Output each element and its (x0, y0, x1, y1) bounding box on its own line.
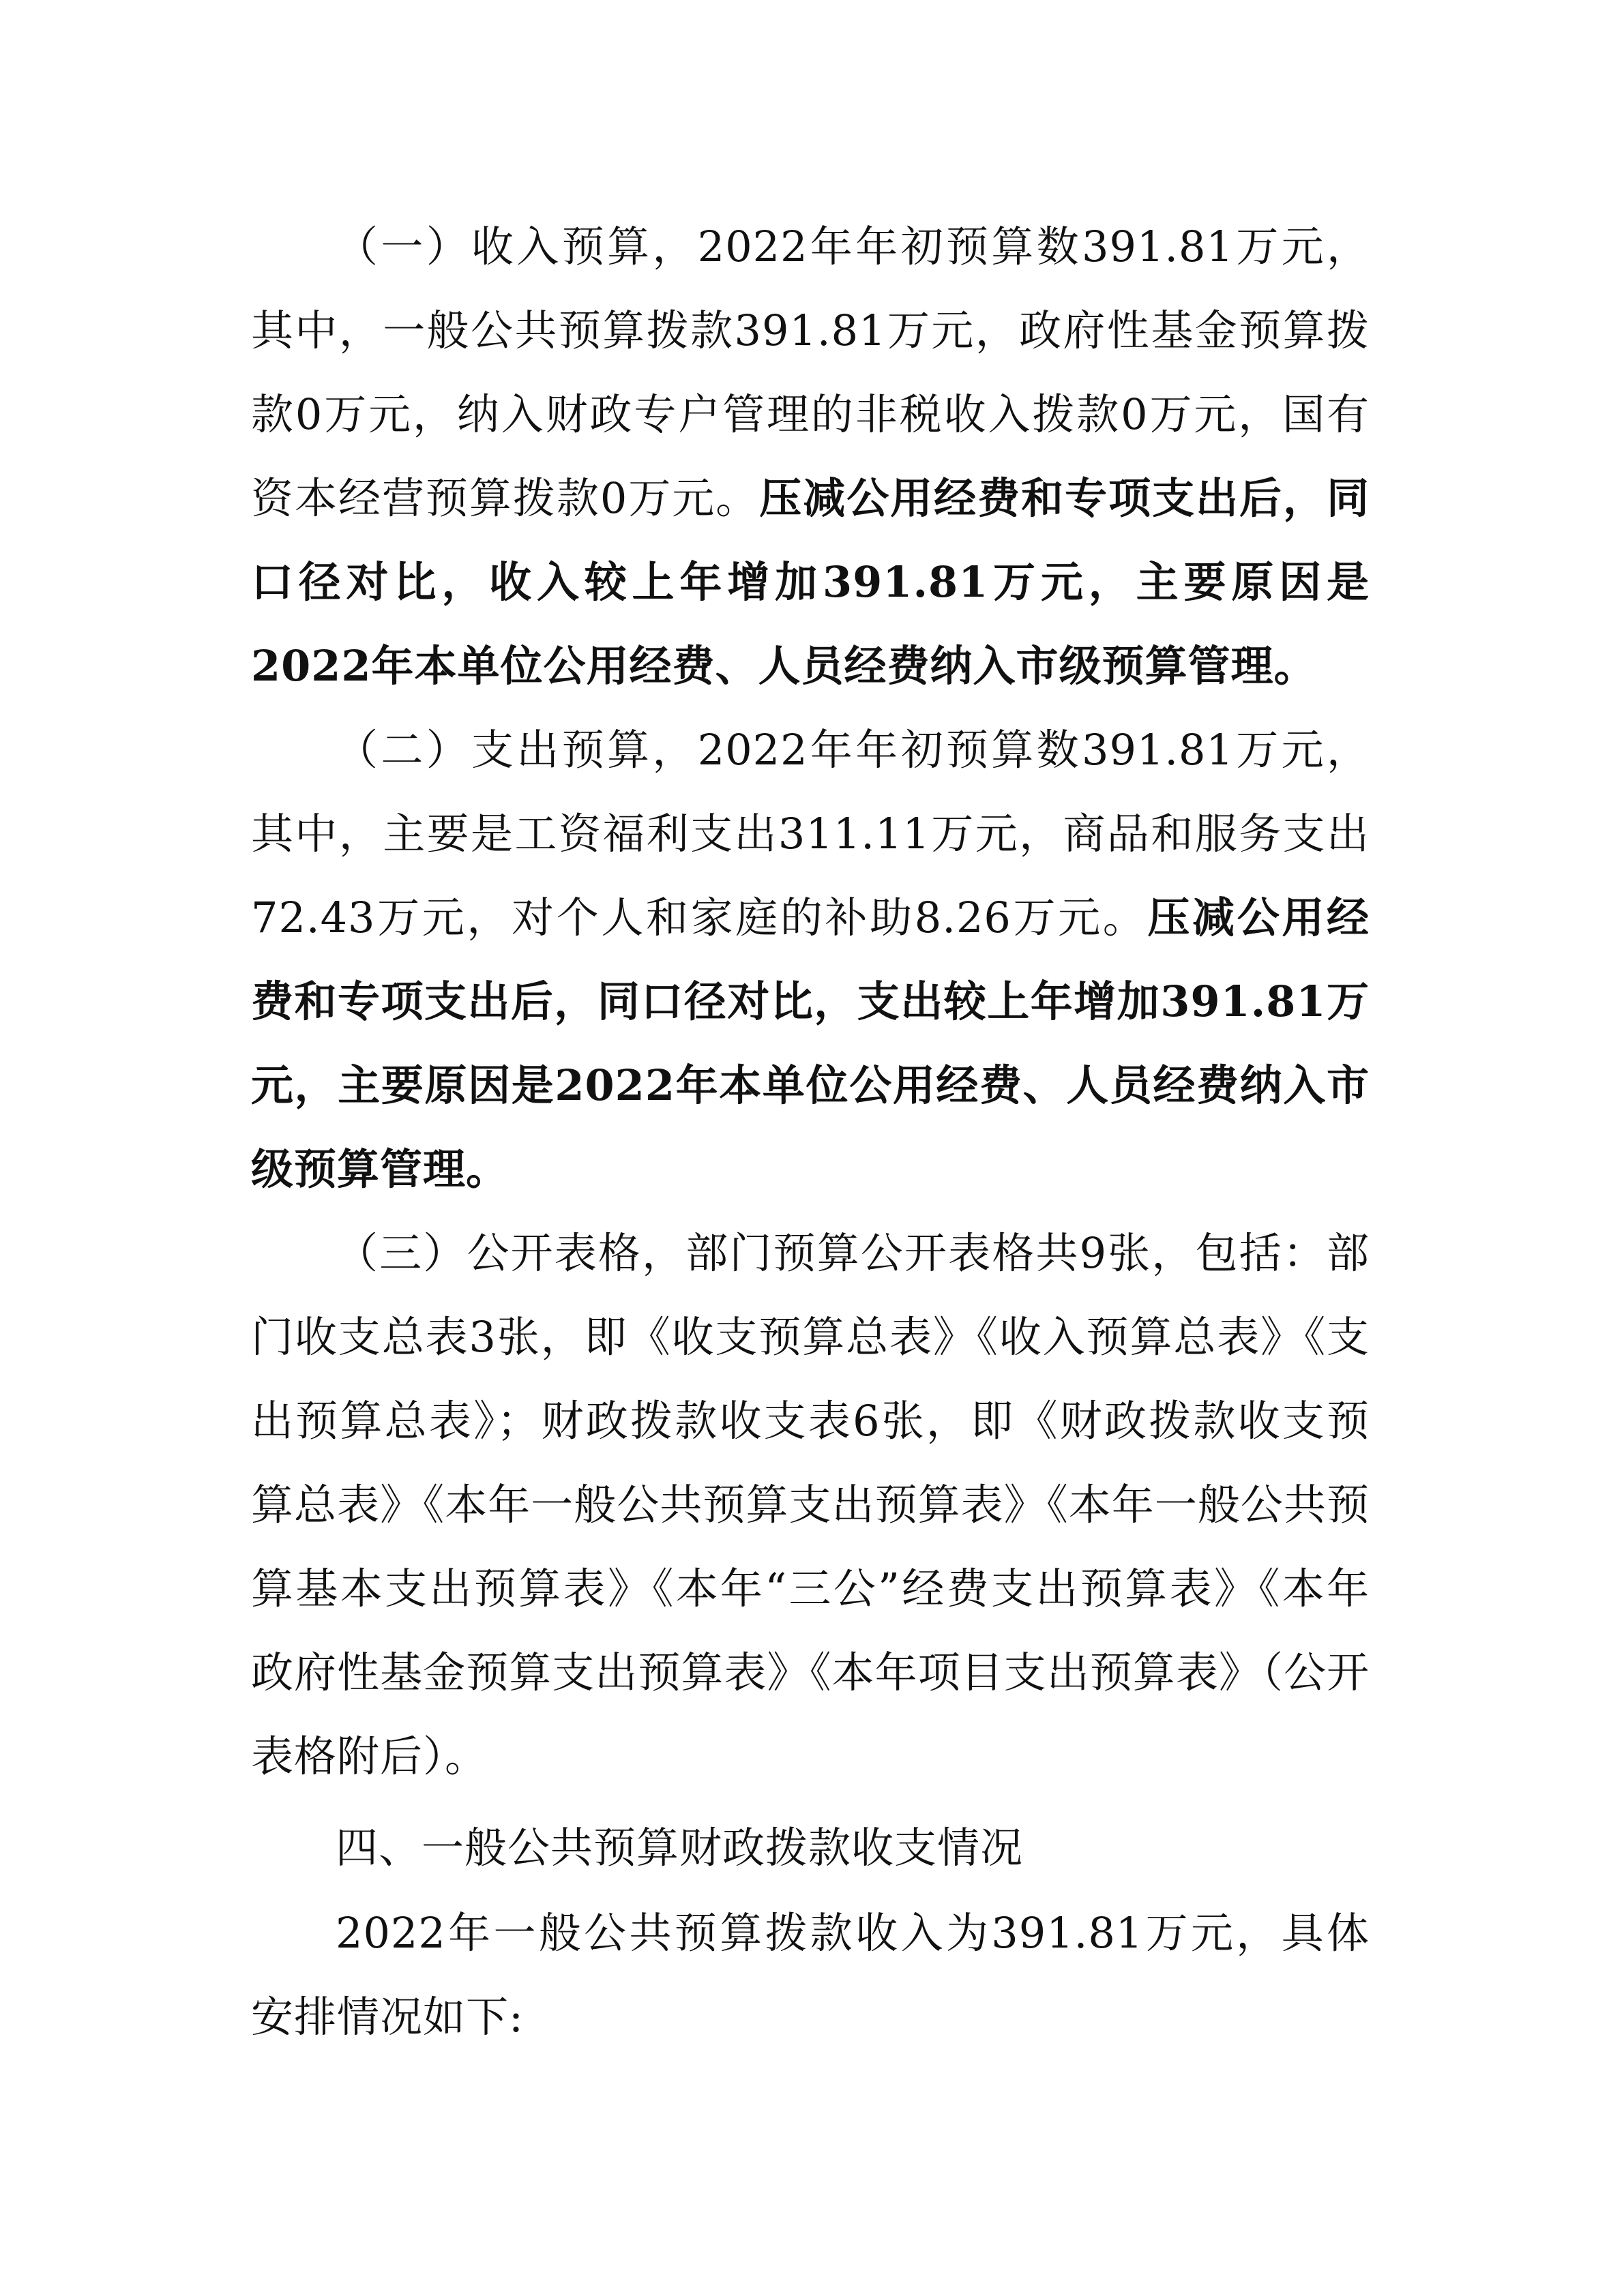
public-tables-paragraph (251, 1211, 1370, 1798)
expenditure-budget-paragraph (251, 708, 1370, 1211)
income-budget-paragraph (251, 205, 1370, 708)
expenditure-budget-text: （二）支出预算，2022年年初预算数391.81万元，其中，主要是工资福利支出311.11万元，商品和服务支出72.43万元，对个人和家庭的补助8.26万元。 (251, 725, 1370, 942)
section-four-heading: 四、一般公共预算财政拨款收支情况 (336, 1823, 1024, 1873)
public-tables-text: （三）公开表格，部门预算公开表格共9张，包括：部门收支总表3张，即《收支预算总表》《收入预算总表》《支出预算总表》；财政拨款收支表6张，即《财政拨款收支预算总表》《本年一般公共预算支出预算表》《本年一般公共预算基本支出预算表》《本年“三公”经费支出预算表》《本年政府性基金预算支出预算表》《本年项目支出预算表》（公开表格附后）。 (251, 1228, 1370, 1781)
document-body (251, 205, 1370, 2059)
income-budget-text: （一）收入预算，2022年年初预算数391.81万元，其中，一般公共预算拨款391.81万元，政府性基金预算拨款0万元，纳入财政专户管理的非税收入拨款0万元，国有资本经营预算拨款0万元。 (251, 222, 1370, 523)
expenditure-budget-bold-text: 压减公用经费和专项支出后，同口径对比，支出较上年增加391.81万元，主要原因是2022年本单位公用经费、人员经费纳入市级预算管理。 (251, 893, 1370, 1194)
general-budget-closing-paragraph: 2022年一般公共预算拨款收入为391.81万元，具体安排情况如下: (251, 1908, 1370, 2042)
income-budget-bold-text: 压减公用经费和专项支出后，同口径对比，收入较上年增加391.81万元，主要原因是2022年本单位公用经费、人员经费纳入市级预算管理。 (251, 473, 1370, 691)
